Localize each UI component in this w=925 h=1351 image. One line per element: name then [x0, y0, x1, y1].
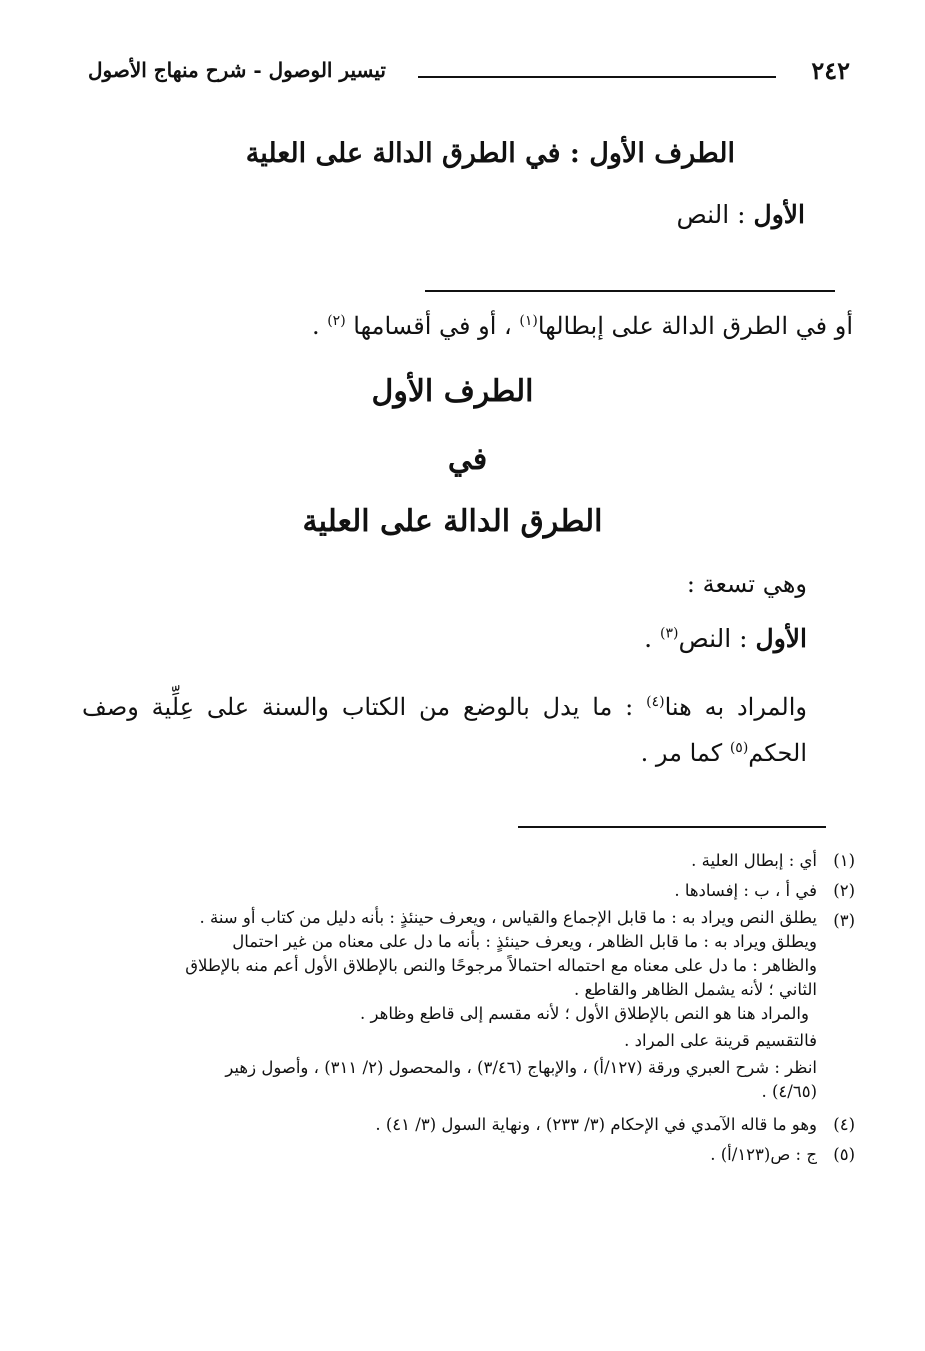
footnote-line: فالتقسيم قرينة على المراد . [624, 1031, 817, 1050]
footnote-ref-1[interactable]: (١) [519, 313, 538, 329]
header-rule [418, 76, 776, 78]
footnote-number: (٣) [833, 911, 855, 930]
section-rule [425, 290, 835, 292]
footnote-2 [88, 876, 855, 906]
first-method-label: الأول [755, 624, 807, 653]
chapter-title-line-3: الطرق الدالة على العلية [302, 504, 603, 539]
paragraph-text-1: والمراد به هنا [664, 693, 808, 721]
footnote-3 [88, 906, 855, 1104]
footnote-line: أي : إبطال العلية . [691, 851, 817, 870]
intro-text-3: . [311, 312, 328, 340]
enumeration-line: وهي تسعة : [686, 570, 807, 598]
paragraph-text-3: كما مر . [640, 739, 730, 767]
footnote-1 [88, 846, 855, 876]
footnote-rule [518, 826, 826, 828]
intro-text-2: ، أو في أقسامها [345, 312, 520, 340]
footnote-text [88, 846, 817, 876]
footnote-line: والظاهر : ما دل على معناه مع احتماله احتمالاً مرجوحًا والنص بالإطلاق الأول أعم منه بالإطلاق [185, 956, 817, 975]
footnote-5 [88, 1140, 855, 1170]
footnote-text [88, 1110, 817, 1140]
footnote-number: (٤) [833, 1115, 855, 1134]
intro-text-1: أو في الطرق الدالة على إبطالها [537, 312, 853, 340]
footnote-number: (٥) [833, 1145, 855, 1164]
first-item-text: : النص [676, 200, 754, 229]
first-method-end: . [644, 624, 661, 653]
footnote-line: وهو ما قاله الآمدي في الإحكام (٣/ ٢٣٣) ، ونهاية السول (٣/ ٤١) . [375, 1115, 817, 1134]
footnote-number: (٢) [833, 881, 855, 900]
footnote-text [88, 1140, 817, 1170]
chapter-title-line-1: الطرف الأول [371, 374, 534, 409]
page-number: ٢٤٢ [811, 56, 850, 85]
footnote-line: والمراد هنا هو النص بالإطلاق الأول ؛ لأنه مقسم إلى قاطع وظاهر . [360, 1004, 809, 1023]
intro-line [312, 312, 853, 340]
footnote-ref-3[interactable]: (٣) [660, 625, 679, 642]
footnote-ref-4[interactable]: (٤) [646, 694, 665, 710]
footnote-ref-2[interactable]: (٢) [327, 313, 346, 329]
section-heading: الطرف الأول : في الطرق الدالة على العلية [245, 138, 735, 169]
footnote-line: انظر : شرح العبري ورقة (١٢٧/أ) ، والإبهاج (٣/٤٦) ، والمحصول (٢/ ٣١١) ، وأصول زهير [225, 1058, 817, 1077]
first-method-line [644, 624, 807, 653]
footnote-line: (٤/٦٥) . [761, 1082, 817, 1101]
footnote-line: ويطلق ويراد به : ما قابل الظاهر ، ويعرف حينئذٍ : بأنه ما دل على معناه من غير احتمال [232, 932, 817, 951]
running-title: تيسير الوصول - شرح منهاج الأصول [88, 58, 386, 82]
first-item-label: الأول [753, 200, 805, 229]
footnote-line: ج : ص(١٢٣/أ) . [710, 1145, 817, 1164]
first-method-text: : النص [678, 624, 756, 653]
footnote-line: في أ ، ب : إفسادها . [674, 881, 817, 900]
footnote-ref-5[interactable]: (٥) [729, 740, 749, 756]
footnote-line: الثاني ؛ لأنه يشمل الظاهر والقاطع . [574, 980, 817, 999]
footnotes [88, 846, 855, 1170]
footnote-4 [88, 1110, 855, 1140]
paragraph-text-2: : ما يدل بالوضع من الكتاب والسنة على عِلِّية وصف الحكم [82, 693, 807, 767]
footnote-number: (١) [833, 851, 855, 870]
footnote-text [88, 906, 817, 1104]
section-first-item [676, 200, 805, 229]
footnote-line: يطلق النص ويراد به : ما قابل الإجماع والقياس ، ويعرف حينئذٍ : بأنه دليل من كتاب أو سنة . [199, 908, 817, 927]
body-paragraph [82, 684, 807, 776]
chapter-title-line-2: في [447, 442, 488, 477]
footnote-text [88, 876, 817, 906]
